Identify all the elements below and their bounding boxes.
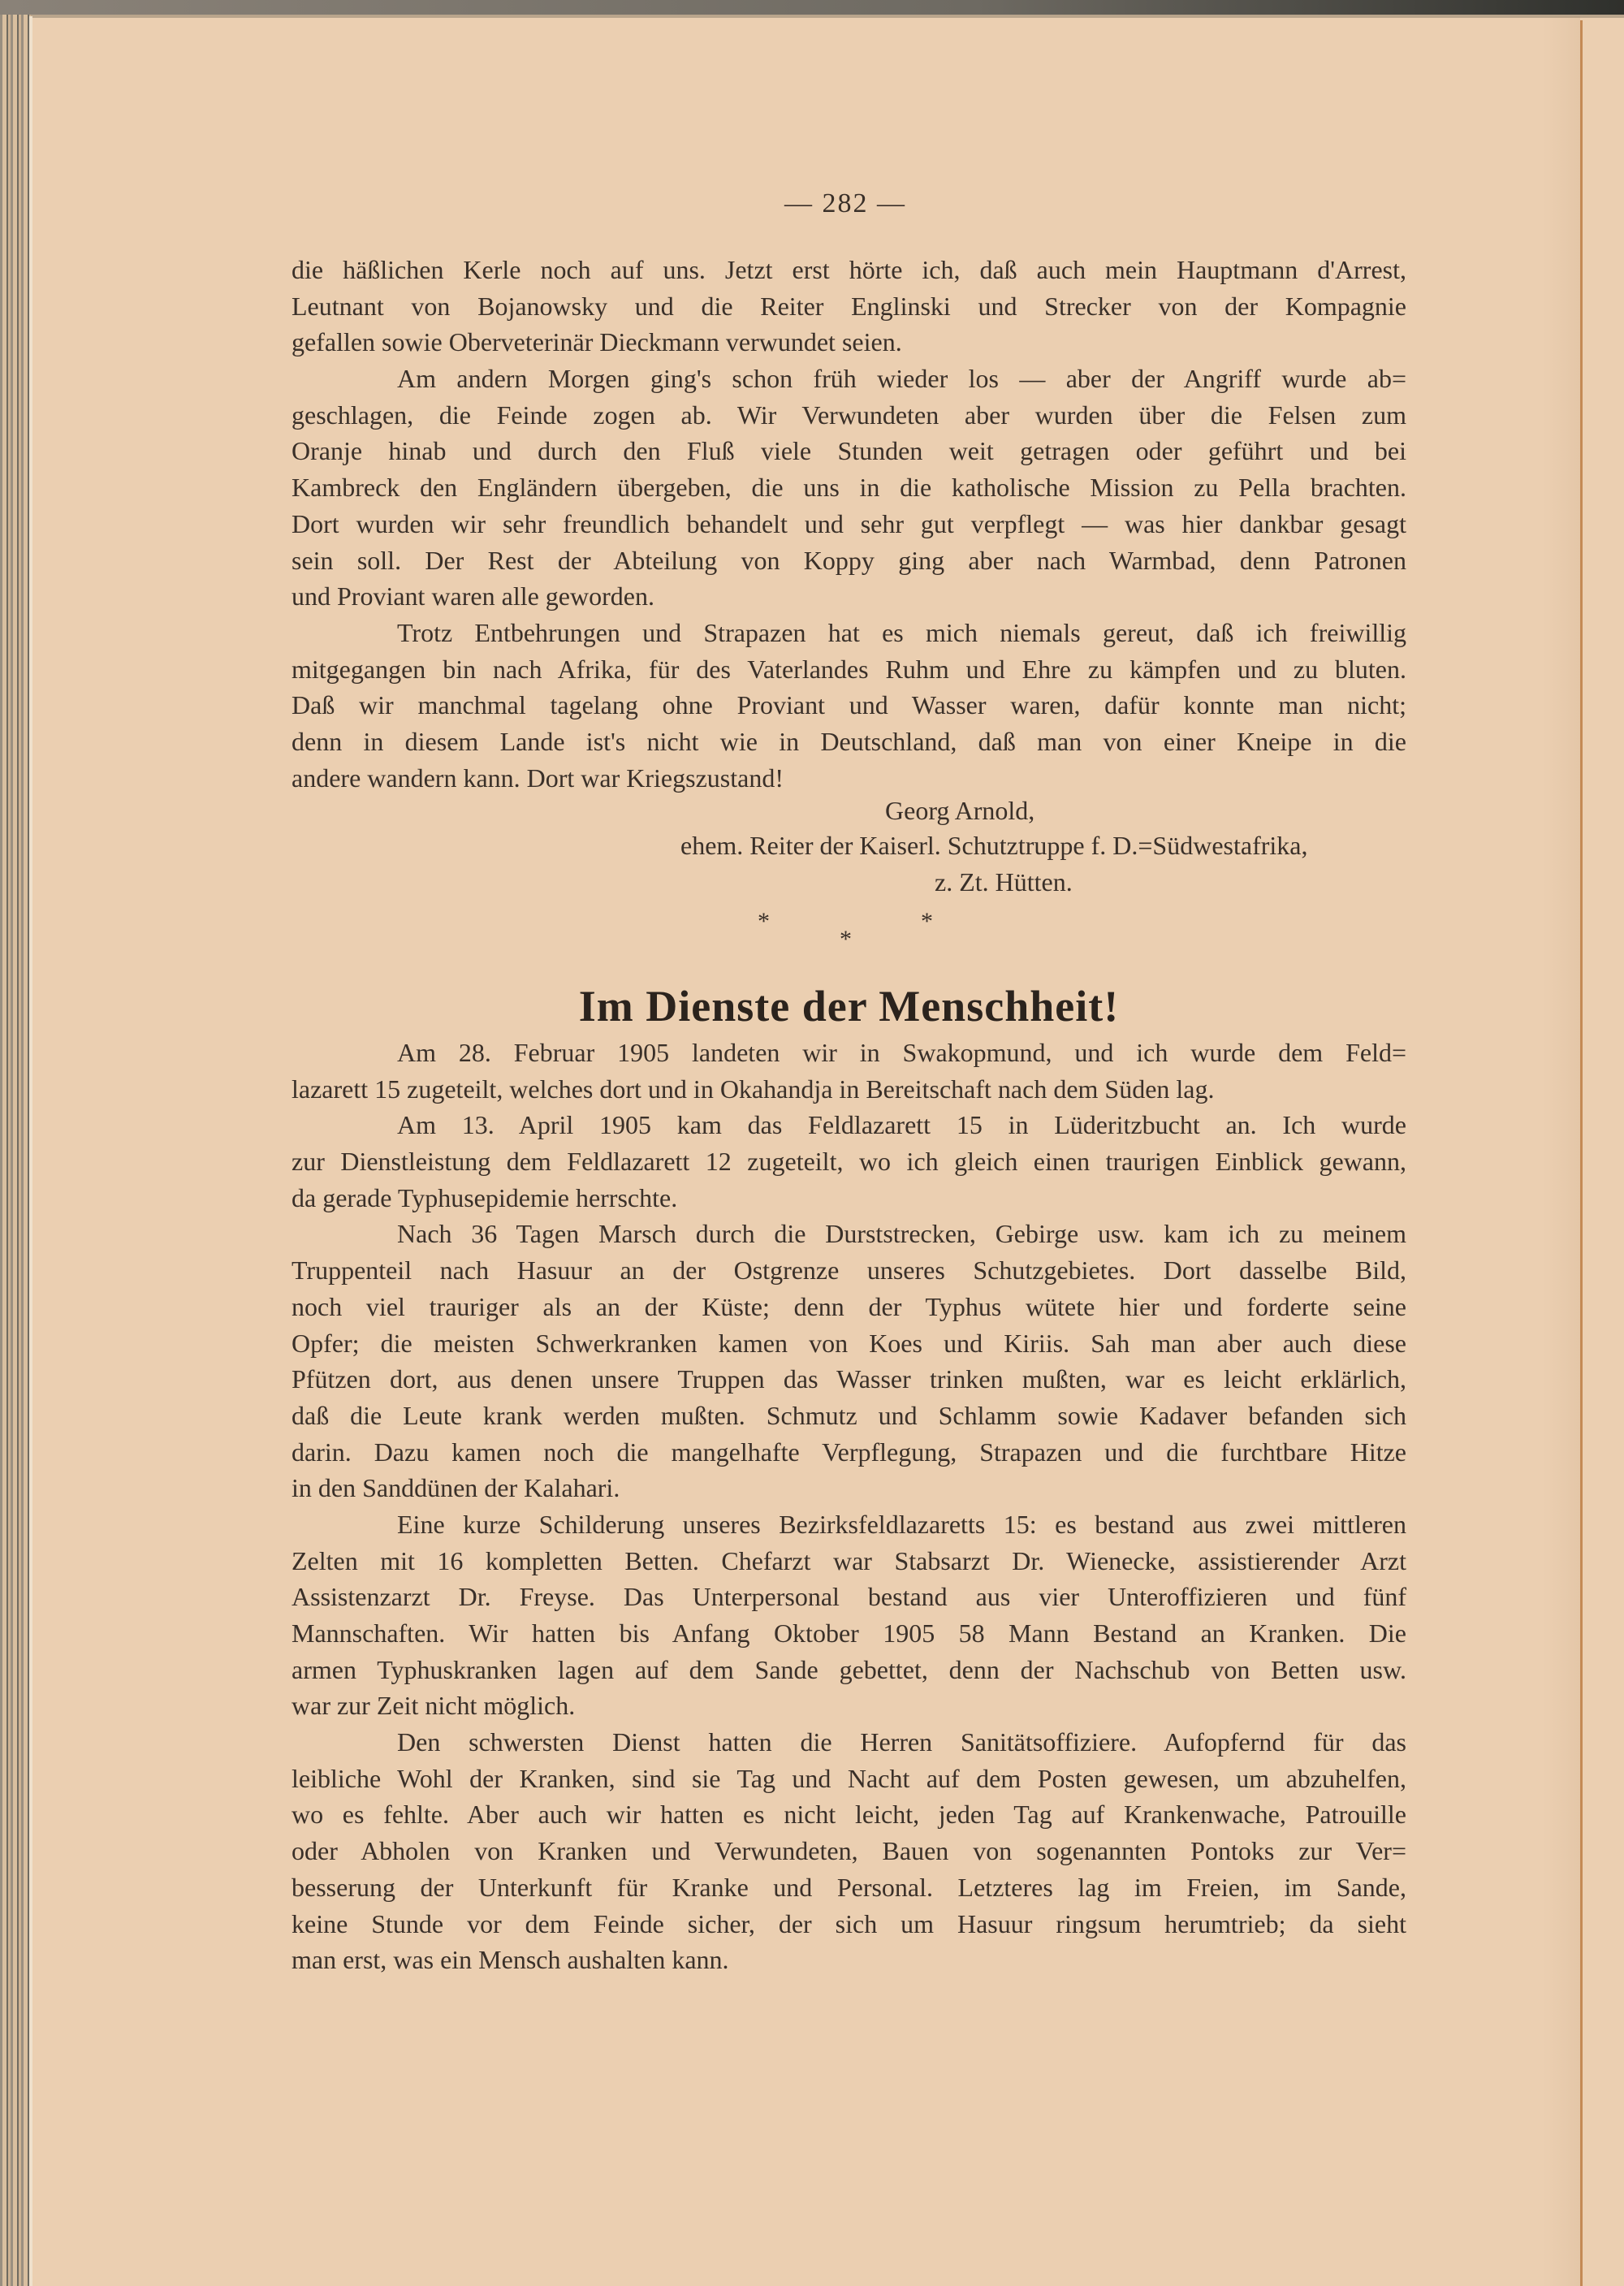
text-line: in den Sanddünen der Kalahari. (292, 1473, 620, 1503)
section-heading: Im Dienste der Menschheit! (578, 982, 1120, 1031)
text-line: noch viel trauriger als an der Küste; denn der Typhus wütete hier und forderte seine (292, 1291, 1406, 1321)
text-line: lazarett 15 zugeteilt, welches dort und in Okahandja in Bereitschaft nach dem Süden lag. (292, 1074, 1215, 1104)
separator-star: * (921, 908, 933, 935)
text-line: andere wandern kann. Dort war Kriegszustand! (292, 763, 784, 793)
text-line: die häßlichen Kerle noch auf uns. Jetzt erst hörte ich, daß auch mein Hauptmann d'Arrest, (292, 255, 1406, 284)
text-line: besserung der Unterkunft für Kranke und Personal. Letzteres lag im Freien, im Sande, (292, 1872, 1406, 1902)
text-line: leibliche Wohl der Kranken, sind sie Tag und Nacht auf dem Posten gewesen, um abzuhelfen, (292, 1763, 1406, 1793)
page-number: — 282 — (784, 188, 906, 218)
page-top-edge (31, 15, 1624, 18)
book-page-stack-left (0, 15, 31, 2286)
paragraph (292, 361, 1406, 615)
text-line: Mannschaften. Wir hatten bis Anfang Oktober 1905 58 Mann Bestand an Kranken. Die (292, 1618, 1406, 1648)
text-line: zur Dienstleistung dem Feldlazarett 12 zugeteilt, wo ich gleich einen traurigen Einblick gewann, (292, 1147, 1406, 1177)
article-body (292, 1035, 1406, 1978)
text-line: war zur Zeit nicht möglich. (292, 1691, 576, 1721)
text-line: wo es fehlte. Aber auch wir hatten es nicht leicht, jeden Tag auf Krankenwache, Patrouille (292, 1800, 1406, 1830)
text-line: Assistenzarzt Dr. Freyse. Das Unterpersonal bestand aus vier Unteroffizieren und fünf (292, 1582, 1406, 1612)
paragraph (292, 615, 1406, 796)
text-line: da gerade Typhusepidemie herrschte. (292, 1182, 678, 1212)
text-line: daß die Leute krank werden mußten. Schmutz und Schlamm sowie Kadaver befanden sich (292, 1400, 1406, 1430)
text-line: Oranje hinab und durch den Fluß viele Stunden weit getragen oder geführt und bei (292, 436, 1406, 466)
signature-place: z. Zt. Hütten. (935, 867, 1073, 897)
text-line: und Proviant waren alle geworden. (292, 581, 654, 611)
separator-star: * (840, 926, 852, 953)
text-line: Zelten mit 16 kompletten Betten. Chefarzt war Stabsarzt Dr. Wienecke, assistierender Arzt (292, 1545, 1406, 1575)
text-line: Am andern Morgen ging's schon früh wieder los — aber der Angriff wurde ab= (397, 364, 1406, 394)
text-line: sein soll. Der Rest der Abteilung von Koppy ging aber nach Warmbad, denn Patronen (292, 545, 1406, 575)
paragraph (292, 1724, 1406, 1978)
text-line: Truppenteil nach Hasuur an der Ostgrenze unseres Schutzgebietes. Dort dasselbe Bild, (292, 1255, 1406, 1286)
text-line: darin. Dazu kamen noch die mangelhafte Verpflegung, Strapazen und die furchtbare Hitze (292, 1437, 1406, 1467)
page-fold-line (1580, 20, 1583, 2286)
text-line: denn in diesem Lande ist's nicht wie in Deutschland, daß man von einer Kneipe in die (292, 726, 1406, 756)
paragraph (292, 1506, 1406, 1724)
gutter-shadow (1543, 16, 1580, 2286)
text-line: armen Typhuskranken lagen auf dem Sande gebettet, denn der Nachschub von Betten usw. (292, 1654, 1406, 1684)
text-line: Am 13. April 1905 kam das Feldlazarett 15 in Lüderitzbucht an. Ich wurde (397, 1110, 1406, 1140)
text-line: mitgegangen bin nach Afrika, für des Vaterlandes Ruhm und Ehre zu kämpfen und zu bluten. (292, 654, 1406, 684)
text-line: Opfer; die meisten Schwerkranken kamen von Koes und Kiriis. Sah man aber auch diese (292, 1328, 1406, 1358)
text-line: keine Stunde vor dem Feinde sicher, der sich um Hasuur ringsum herumtrieb; da sieht (292, 1908, 1406, 1938)
paragraph (292, 1035, 1406, 1107)
text-line: Trotz Entbehrungen und Strapazen hat es mich niemals gereut, daß ich freiwillig (397, 617, 1406, 647)
text-line: Den schwersten Dienst hatten die Herren Sanitätsoffiziere. Aufopfernd für das (397, 1727, 1406, 1757)
text-line: Kambreck den Engländern übergeben, die uns in die katholische Mission zu Pella brachten. (292, 473, 1406, 503)
text-line: Leutnant von Bojanowsky und die Reiter Englinski und Strecker von der Kompagnie (292, 291, 1406, 321)
separator-star: * (758, 908, 770, 935)
text-line: man erst, was ein Mensch aushalten kann. (292, 1945, 729, 1975)
signature-title: ehem. Reiter der Kaiserl. Schutztruppe f. D.=Südwestafrika, (680, 831, 1308, 860)
article-continuation (292, 252, 1406, 796)
paragraph (292, 252, 1406, 361)
text-line: oder Abholen von Kranken und Verwundeten, Bauen von sogenannten Pontoks zur Ver= (292, 1836, 1406, 1866)
text-line: geschlagen, die Feinde zogen ab. Wir Verwundeten aber wurden über die Felsen zum (292, 400, 1406, 430)
paragraph (292, 1216, 1406, 1506)
text-line: Daß wir manchmal tagelang ohne Proviant und Wasser waren, dafür konnte man nicht; (292, 690, 1406, 720)
scan-top-edge (0, 0, 1624, 15)
page-left-edge (29, 16, 32, 2286)
text-line: Nach 36 Tagen Marsch durch die Durststrecken, Gebirge usw. kam ich zu meinem (397, 1219, 1406, 1249)
text-line: Pfützen dort, aus denen unsere Truppen das Wasser trinken mußten, war es leicht erklärlich, (292, 1364, 1406, 1394)
signature-name: Georg Arnold, (885, 796, 1035, 825)
text-line: Eine kurze Schilderung unseres Bezirksfeldlazaretts 15: es bestand aus zwei mittleren (397, 1509, 1406, 1539)
text-line: Am 28. Februar 1905 landeten wir in Swakopmund, und ich wurde dem Feld= (397, 1038, 1406, 1067)
text-line: Dort wurden wir sehr freundlich behandelt und sehr gut verpflegt — was hier dankbar gesagt (292, 508, 1406, 538)
text-line: gefallen sowie Oberveterinär Dieckmann verwundet seien. (292, 327, 902, 357)
paragraph (292, 1107, 1406, 1216)
